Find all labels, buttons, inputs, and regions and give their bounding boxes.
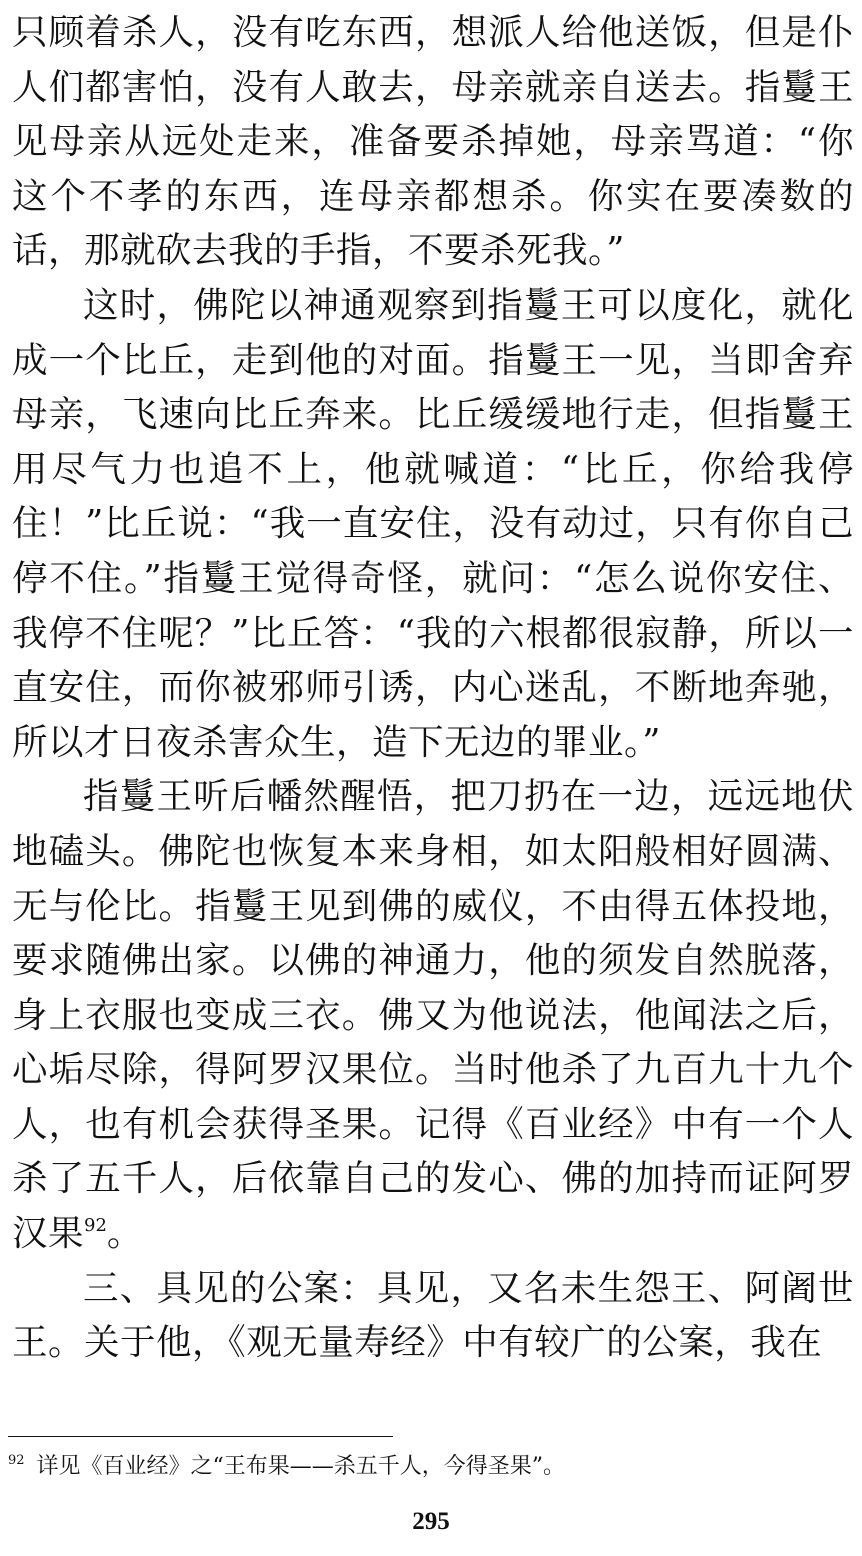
footnote-mark: 92: [8, 1453, 25, 1468]
footnote-reference[interactable]: 92: [84, 1215, 107, 1237]
body-text: [12, 6, 854, 1371]
paragraph-text: 这时，佛陀以神通观察到指鬘王可以度化，就化成一个比丘，走到他的对面。指鬘王一见，当即舍弃母亲，飞速向比丘奔来。比丘缓缓地行走，但指鬘王用尽气力也追不上，他就喊道：“比丘，你给我停住！”比丘说：“我一直安住，没有动过，只有你自己停不住。”指鬘王觉得奇怪，就问：“怎么说你安住、我停不住呢？”比丘答：“我的六根都很寂静，所以一直安住，而你被邪师引诱，内心迷乱，不断地奔驰，所以才日夜杀害众生，造下无边的罪业。”: [12, 284, 854, 763]
paragraph-1: [12, 6, 854, 279]
footnote: [8, 1451, 848, 1483]
paragraph-3: [12, 770, 854, 1261]
paragraph-2: [12, 279, 854, 770]
paragraph-text: 只顾着杀人，没有吃东西，想派人给他送饭，但是仆人们都害怕，没有人敢去，母亲就亲自送去。指鬘王见母亲从远处走来，准备要杀掉她，母亲骂道：“你这个不孝的东西，连母亲都想杀。你实在要凑数的话，那就砍去我的手指，不要杀死我。”: [12, 12, 854, 272]
footnote-text: 详见《百业经》之“王布果——杀五千人，今得圣果”。: [36, 1454, 566, 1479]
footnote-divider: [8, 1436, 393, 1437]
paragraph-text: 三、具见的公案：具见，又名未生怨王、阿阇世王。关于他，《观无量寿经》中有较广的公案，我在: [12, 1267, 854, 1364]
paragraph-text: 指鬘王听后幡然醒悟，把刀扔在一边，远远地伏地磕头。佛陀也恢复本来身相，如太阳般相好圆满、无与伦比。指鬘王见到佛的威仪，不由得五体投地，要求随佛出家。以佛的神通力，他的须发自然脱落，身上衣服也变成三衣。佛又为他说法，他闻法之后，心垢尽除，得阿罗汉果位。当时他杀了九百九十九个人，也有机会获得圣果。记得《百业经》中有一个人杀了五千人，后依靠自己的发心、佛的加持而证阿罗汉果: [12, 776, 854, 1255]
paragraph-4: [12, 1262, 854, 1371]
paragraph-tail: 。: [106, 1213, 143, 1255]
page-number: 295: [412, 1508, 450, 1535]
